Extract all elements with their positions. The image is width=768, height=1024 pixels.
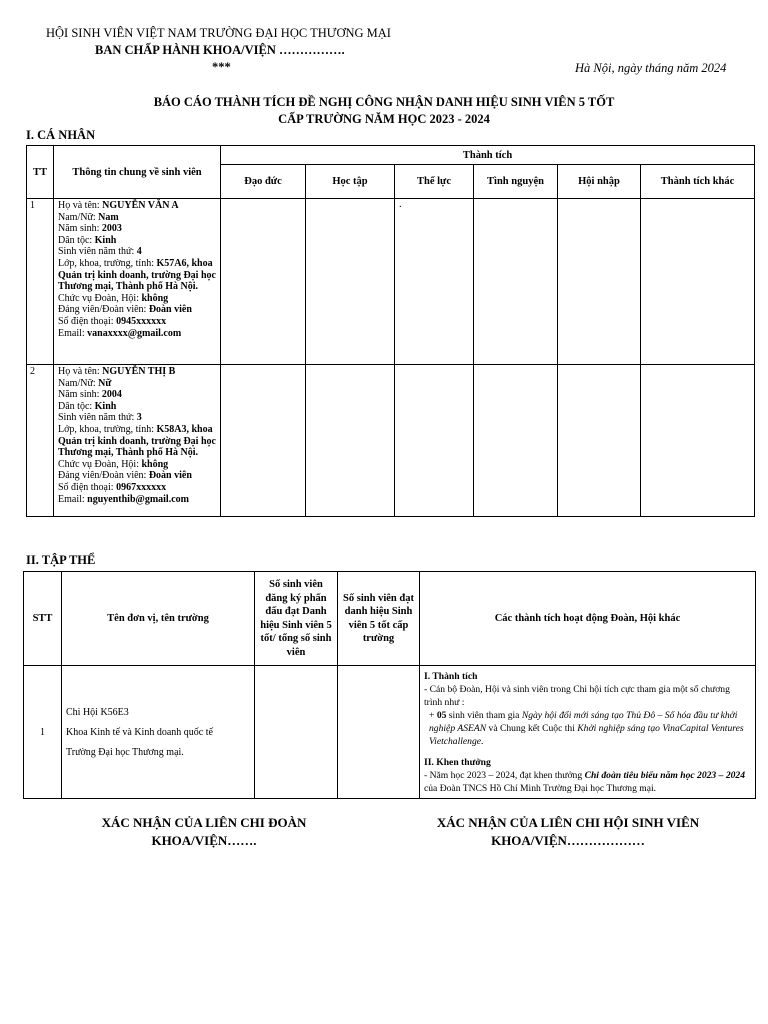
year-label: Sinh viên năm thứ: bbox=[58, 412, 137, 424]
student-email: vanaxxxx@gmail.com bbox=[87, 327, 182, 339]
class-label: Lớp, khoa, trường, tỉnh: bbox=[58, 257, 157, 269]
association-confirmation-line1: XÁC NHẬN CỦA LIÊN CHI HỘI SINH VIÊN bbox=[436, 815, 700, 830]
gender-label: Nam/Nữ: bbox=[58, 377, 99, 389]
unit-school: Trường Đại học Thương mại. bbox=[66, 746, 184, 758]
association-confirmation bbox=[412, 814, 724, 850]
volunteer-cell bbox=[474, 365, 558, 517]
student-membership: Đoàn viên bbox=[148, 304, 192, 316]
physical-cell bbox=[395, 365, 474, 517]
association-confirmation-line2: KHOA/VIỆN……………… bbox=[491, 833, 645, 848]
table-row bbox=[27, 365, 755, 517]
student-year: 4 bbox=[136, 246, 142, 258]
ethics-cell bbox=[221, 199, 306, 365]
col-header-integration: Hội nhập bbox=[558, 165, 641, 199]
header-separator: *** bbox=[212, 60, 231, 74]
student-role: không bbox=[141, 458, 169, 470]
col-header-activities: Các thành tích hoạt động Đoàn, Hội khác bbox=[420, 572, 756, 666]
student-role: không bbox=[141, 292, 169, 304]
student-birth-year: 2003 bbox=[101, 223, 122, 235]
student-membership: Đoàn viên bbox=[148, 470, 192, 482]
year-label: Sinh viên năm thứ: bbox=[58, 246, 137, 258]
other-cell bbox=[641, 365, 755, 517]
student-ethnicity: Kinh bbox=[94, 234, 117, 246]
col-header-achieved: Số sinh viên đạt danh hiệu Sinh viên 5 tốt cấp trường bbox=[338, 572, 420, 666]
class-label: Lớp, khoa, trường, tỉnh: bbox=[58, 423, 157, 435]
union-confirmation bbox=[84, 814, 324, 850]
student-gender: Nam bbox=[98, 211, 119, 223]
student-email: nguyenthib@gmail.com bbox=[87, 493, 189, 505]
award-text: - Năm học 2023 – 2024, đạt khen thưởng bbox=[424, 770, 585, 781]
col-header-tt: TT bbox=[27, 146, 54, 199]
phone-label: Số điện thoại: bbox=[58, 315, 117, 327]
email-label: Email: bbox=[58, 493, 88, 505]
union-confirmation-line2: KHOA/VIỆN……. bbox=[151, 833, 257, 848]
col-header-student-info: Thông tin chung về sinh viên bbox=[54, 146, 221, 199]
student-info-cell bbox=[54, 365, 221, 517]
gender-label: Nam/Nữ: bbox=[58, 211, 99, 223]
plus-marker: + bbox=[429, 710, 437, 721]
row-number: 1 bbox=[27, 199, 54, 365]
col-header-study: Học tập bbox=[306, 165, 395, 199]
participant-count: 05 bbox=[436, 710, 447, 721]
email-label: Email: bbox=[58, 327, 88, 339]
birth-label: Năm sinh: bbox=[58, 223, 102, 235]
achievements-detail bbox=[424, 709, 750, 748]
volunteer-cell bbox=[474, 199, 558, 365]
union-confirmation-line1: XÁC NHẬN CỦA LIÊN CHI ĐOÀN bbox=[101, 815, 307, 830]
unit-cell bbox=[62, 666, 255, 799]
header-date: Hà Nội, ngày tháng năm 2024 bbox=[575, 61, 727, 75]
name-label: Họ và tên: bbox=[58, 200, 103, 211]
col-header-other: Thành tích khác bbox=[641, 165, 755, 199]
header-committee-name: BAN CHẤP HÀNH KHOA/VIỆN ……………. bbox=[95, 43, 345, 57]
student-phone: 0967xxxxxx bbox=[116, 481, 167, 493]
detail-text: và Chung kết Cuộc thi bbox=[486, 723, 578, 734]
study-cell bbox=[306, 199, 395, 365]
section-collective-heading: II. TẬP THỂ bbox=[26, 553, 96, 567]
student-class: K58A3, khoa Quản trị kinh doanh, trường Đại học Thương mại, Thành phố Hà Nội. bbox=[58, 423, 216, 459]
detail-text: sinh viên tham gia bbox=[446, 710, 522, 721]
award-text: của Đoàn TNCS Hồ Chí Minh Trường Đại học Thương mại. bbox=[424, 783, 657, 794]
phone-label: Số điện thoại: bbox=[58, 481, 117, 493]
col-header-unit: Tên đơn vị, tên trường bbox=[62, 572, 255, 666]
col-header-stt: STT bbox=[24, 572, 62, 666]
name-label: Họ và tên: bbox=[58, 366, 103, 377]
unit-faculty: Khoa Kinh tế và Kinh doanh quốc tế bbox=[66, 726, 213, 738]
col-header-registered: Số sinh viên đăng ký phấn đấu đạt Danh hiệu Sinh viên 5 tốt/ tổng số sinh viên bbox=[255, 572, 338, 666]
student-birth-year: 2004 bbox=[101, 389, 122, 401]
col-header-achievements: Thành tích bbox=[221, 146, 755, 165]
col-header-ethics: Đạo đức bbox=[221, 165, 306, 199]
awards-detail bbox=[424, 769, 750, 795]
achievements-heading: I. Thành tích bbox=[424, 671, 478, 682]
student-name: NGUYỄN VĂN A bbox=[102, 200, 179, 211]
award-title: Chi đoàn tiêu biểu năm học 2023 – 2024 bbox=[584, 770, 746, 781]
table-row bbox=[27, 199, 755, 365]
integration-cell bbox=[558, 199, 641, 365]
col-header-volunteer: Tình nguyện bbox=[474, 165, 558, 199]
individual-table bbox=[26, 145, 755, 517]
birth-label: Năm sinh: bbox=[58, 389, 102, 401]
ethics-cell bbox=[221, 365, 306, 517]
event-name-1: Ngày hội đổi mới sáng tạo Thủ Đô – Số hóa đầu tư khởi nghiệp ASEAN bbox=[429, 710, 738, 734]
col-header-physical: Thể lực bbox=[395, 165, 474, 199]
collective-table bbox=[23, 571, 756, 799]
student-name: NGUYỄN THỊ B bbox=[102, 366, 176, 377]
integration-cell bbox=[558, 365, 641, 517]
table-row bbox=[24, 666, 756, 799]
student-info-cell bbox=[54, 199, 221, 365]
awards-heading: II. Khen thưởng bbox=[424, 757, 491, 768]
student-gender: Nữ bbox=[98, 377, 112, 389]
ethnic-label: Dân tộc: bbox=[58, 400, 95, 412]
student-phone: 0945xxxxxx bbox=[116, 315, 167, 327]
member-label: Đảng viên/Đoàn viên: bbox=[58, 470, 149, 482]
achievements-intro: - Cán bộ Đoàn, Hội và sinh viên trong Chi hội tích cực tham gia một số chương trình như : bbox=[424, 684, 730, 708]
report-subtitle: CẤP TRƯỜNG NĂM HỌC 2023 - 2024 bbox=[278, 112, 490, 126]
student-ethnicity: Kinh bbox=[94, 400, 117, 412]
other-cell bbox=[641, 199, 755, 365]
achieved-cell bbox=[338, 666, 420, 799]
study-cell bbox=[306, 365, 395, 517]
header-association-name: HỘI SINH VIÊN VIỆT NAM TRƯỜNG ĐẠI HỌC THƯƠNG MẠI bbox=[46, 26, 391, 40]
activities-cell bbox=[420, 666, 756, 799]
detail-text: . bbox=[481, 736, 484, 747]
event-name-2: Khởi nghiệp sáng tạo VinaCapital Ventures Vietchallenge bbox=[429, 723, 744, 747]
report-title: BÁO CÁO THÀNH TÍCH ĐỀ NGHỊ CÔNG NHẬN DANH HIỆU SINH VIÊN 5 TỐT bbox=[153, 95, 615, 109]
section-individual-heading: I. CÁ NHÂN bbox=[26, 128, 96, 142]
unit-name: Chi Hội K56E3 bbox=[66, 706, 129, 718]
ethnic-label: Dân tộc: bbox=[58, 234, 95, 246]
registered-cell bbox=[255, 666, 338, 799]
student-class: K57A6, khoa Quản trị kinh doanh, trường Đại học Thương mại, Thành phố Hà Nội. bbox=[58, 257, 216, 293]
student-year: 3 bbox=[136, 412, 142, 424]
role-label: Chức vụ Đoàn, Hội: bbox=[58, 292, 142, 304]
role-label: Chức vụ Đoàn, Hội: bbox=[58, 458, 142, 470]
row-number: 2 bbox=[27, 365, 54, 517]
row-number: 1 bbox=[24, 666, 62, 799]
physical-cell: . bbox=[395, 199, 474, 365]
member-label: Đảng viên/Đoàn viên: bbox=[58, 304, 149, 316]
